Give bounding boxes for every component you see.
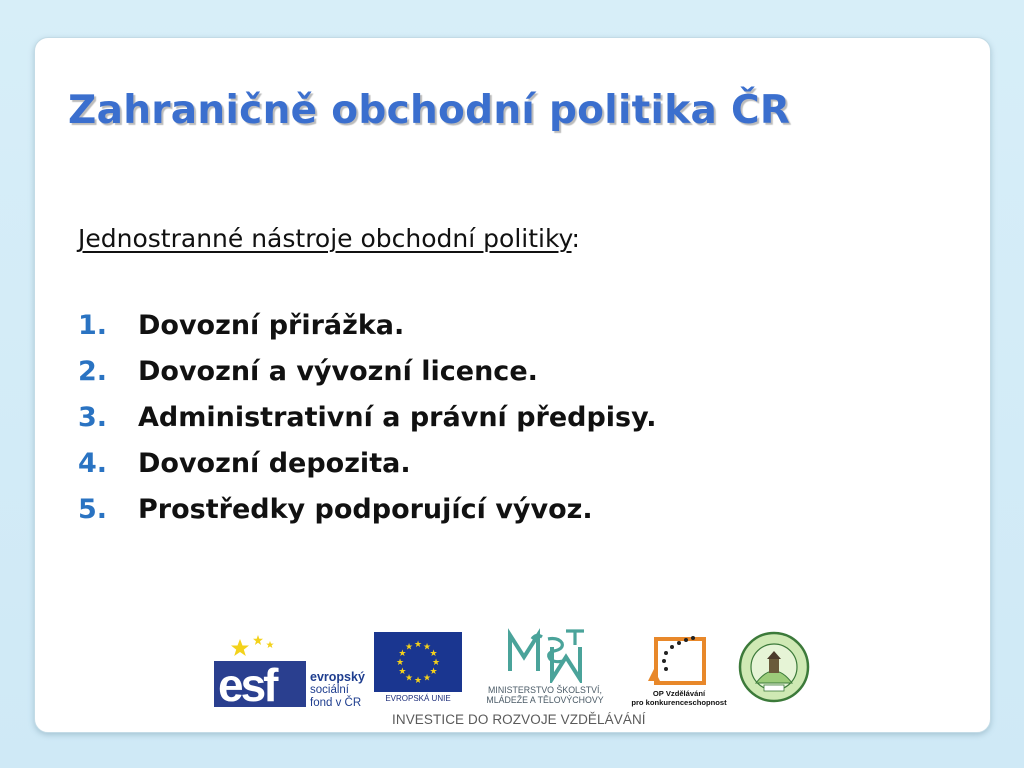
list-item-number: 4. <box>78 448 108 479</box>
list-item <box>78 356 657 402</box>
subtitle-suffix: : <box>571 224 580 253</box>
footer-text: INVESTICE DO ROZVOJE VZDĚLÁVÁNÍ <box>392 712 646 727</box>
list-item <box>78 402 657 448</box>
esf-logo <box>214 631 364 707</box>
list-item <box>78 310 657 356</box>
svg-text:★: ★ <box>413 640 423 650</box>
slide-title: Zahraničně obchodní politika ČR <box>68 88 791 133</box>
list-item <box>78 494 657 540</box>
list-item-number: 2. <box>78 356 108 387</box>
svg-text:★: ★ <box>422 642 432 653</box>
svg-text:★: ★ <box>422 673 432 684</box>
eu-flag-icon <box>374 632 462 692</box>
op-logo <box>626 631 732 713</box>
op-line1: OP Vzdělávání <box>652 689 706 698</box>
esf-text <box>310 671 365 710</box>
school-seal-icon <box>736 629 812 705</box>
list-item-number: 5. <box>78 494 108 525</box>
svg-text:★: ★ <box>429 667 438 677</box>
list-item-text: Dovozní a vývozní licence. <box>138 356 538 387</box>
msmt-line2: MLÁDEŽE A TĚLOVÝCHOVY <box>486 695 604 705</box>
logo-strip <box>210 625 810 715</box>
esf-mark-icon <box>214 631 310 707</box>
msmt-logo <box>466 627 624 711</box>
list-item-text: Administrativní a právní předpisy. <box>138 402 657 433</box>
school-seal-logo <box>736 629 812 705</box>
list-item-text: Prostředky podporující vývoz. <box>138 494 593 525</box>
svg-text:★: ★ <box>404 642 414 653</box>
subtitle <box>78 224 580 253</box>
svg-text:★: ★ <box>413 676 423 686</box>
svg-text:★: ★ <box>398 649 407 659</box>
svg-text:★: ★ <box>429 649 438 659</box>
list-item-text: Dovozní depozita. <box>138 448 411 479</box>
svg-text:★: ★ <box>431 658 441 668</box>
list-item-number: 3. <box>78 402 108 433</box>
eu-logo <box>374 632 462 709</box>
op-mark-icon <box>626 631 732 687</box>
msmt-mark-icon <box>466 627 624 683</box>
esf-line2: sociální <box>310 684 349 696</box>
esf-line1: evropský <box>310 670 365 684</box>
svg-text:★: ★ <box>395 658 405 668</box>
svg-text:★: ★ <box>398 667 407 677</box>
eu-label: EVROPSKÁ UNIE <box>385 694 451 703</box>
list-item-number: 1. <box>78 310 108 341</box>
op-label <box>626 689 732 707</box>
msmt-label <box>466 685 624 705</box>
svg-text:★: ★ <box>404 673 414 684</box>
op-line2: pro konkurenceschopnost <box>631 698 727 707</box>
instrument-list <box>78 310 657 540</box>
svg-text:esf: esf <box>218 659 276 707</box>
subtitle-underlined: Jednostranné nástroje obchodní politiky <box>78 224 572 253</box>
esf-line3: fond v ČR <box>310 697 362 709</box>
list-item-text: Dovozní přirážka. <box>138 310 405 341</box>
list-item <box>78 448 657 494</box>
msmt-line1: MINISTERSTVO ŠKOLSTVÍ, <box>488 685 602 695</box>
